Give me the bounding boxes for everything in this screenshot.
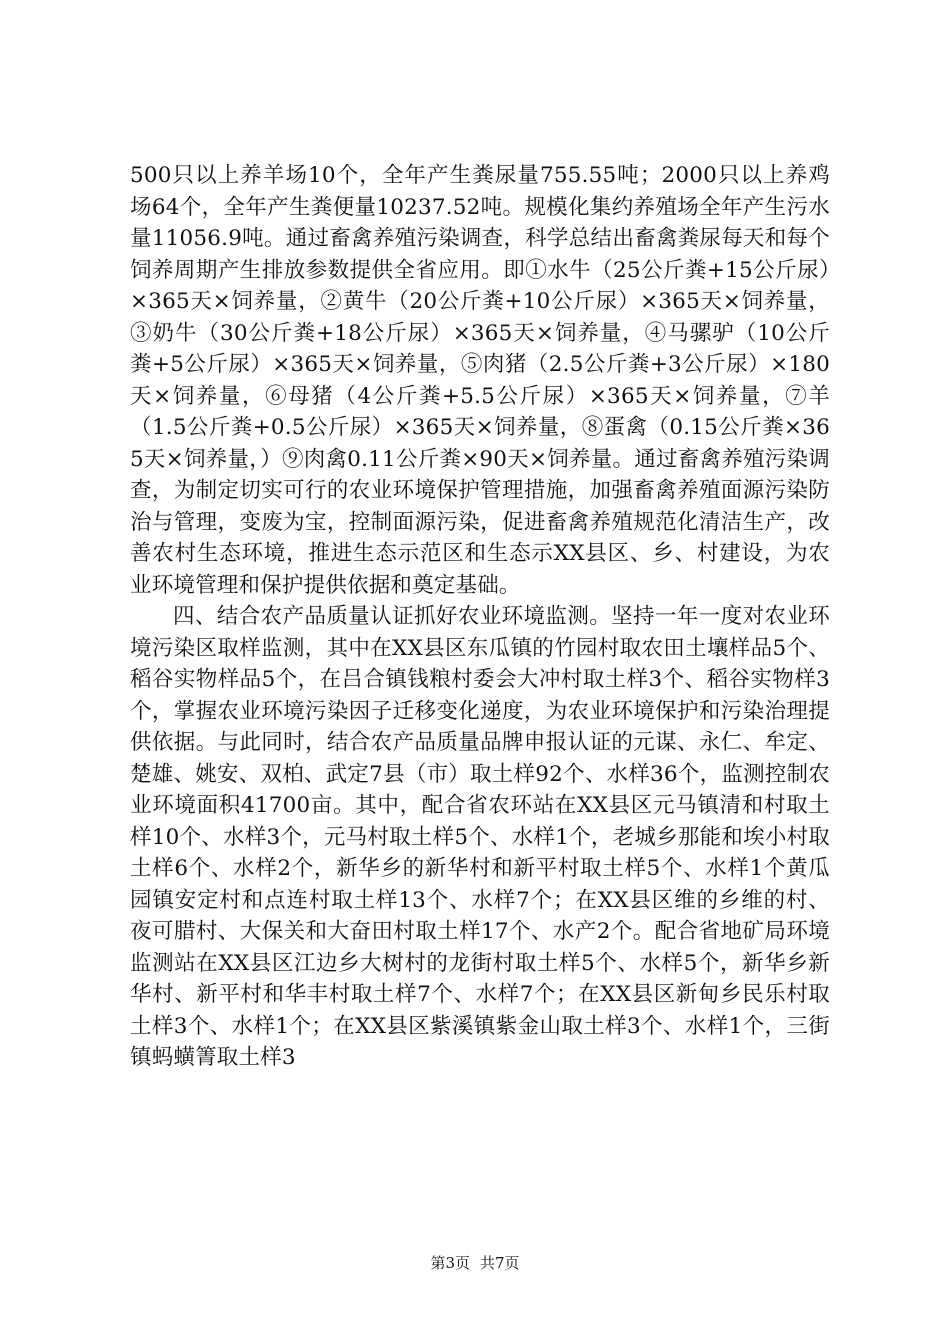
paragraph-environment-monitoring: 四、结合农产品质量认证抓好农业环境监测。坚持一年一度对农业环境污染区取样监测，其中在XX县区东瓜镇的竹园村取农田土壤样品5个、稻谷实物样品5个，在吕合镇钱粮村委会大冲村取土样3个、稻谷实物样3个，掌握农业环境污染因子迁移变化递度，为农业环境保护和污染治理提供依据。与此同时，结合农产品质量品牌申报认证的元谋、永仁、牟定、楚雄、姚安、双柏、武定7县（市）取土样92个、水样36个，监测控制农业环境面积41700亩。其中，配合省农环站在XX县区元马镇清和村取土样10个、水样3个，元马村取土样5个、水样1个，老城乡那能和埃小村取土样6个、水样2个，新华乡的新华村和新平村取土样5个、水样1个黄瓜园镇安定村和点连村取土样13个、水样7个；在XX县区维的乡维的村、夜可腊村、大保关和大奋田村取土样17个、水产2个。配合省地矿局环境监测站在XX县区江边乡大树村的龙街村取土样5个、水样5个，新华乡新华村、新平村和华丰村取土样7个、水样7个；在XX县区新甸乡民乐村取土样3个、水样1个；在XX县区紫溪镇紫金山取土样3个、水样1个，三街镇蚂蟥箐取土样3	[130, 604, 830, 1070]
page-total: 共7页	[480, 1254, 520, 1272]
document-body	[130, 160, 830, 1074]
page-number: 第3页	[430, 1254, 470, 1272]
page-footer	[0, 1252, 950, 1273]
paragraph-livestock-pollution: 500只以上养羊场10个，全年产生粪尿量755.55吨；2000只以上养鸡场64个，全年产生粪便量10237.52吨。规模化集约养殖场全年产生污水量11056.9吨。通过畜禽养殖污染调查，科学总结出畜禽粪尿每天和每个饲养周期产生排放参数提供全省应用。即①水牛（25公斤粪+15公斤尿）×365天×饲养量，②黄牛（20公斤粪+10公斤尿）×365天×饲养量，③奶牛（30公斤粪+18公斤尿）×365天×饲养量，④马骡驴（10公斤粪+5公斤尿）×365天×饲养量，⑤肉猪（2.5公斤粪+3公斤尿）×180天×饲养量，⑥母猪（4公斤粪+5.5公斤尿）×365天×饲养量，⑦羊（1.5公斤粪+0.5公斤尿）×365天×饲养量，⑧蛋禽（0.15公斤粪×365天×饲养量，）⑨肉禽0.11公斤粪×90天×饲养量。通过畜禽养殖污染调查，为制定切实可行的农业环境保护管理措施，加强畜禽养殖面源污染防治与管理，变废为宝，控制面源污染，促进畜禽养殖规范化清洁生产，改善农村生态环境，推进生态示范区和生态示XX县区、乡、村建设，为农业环境管理和保护提供依据和奠定基础。	[130, 163, 830, 598]
